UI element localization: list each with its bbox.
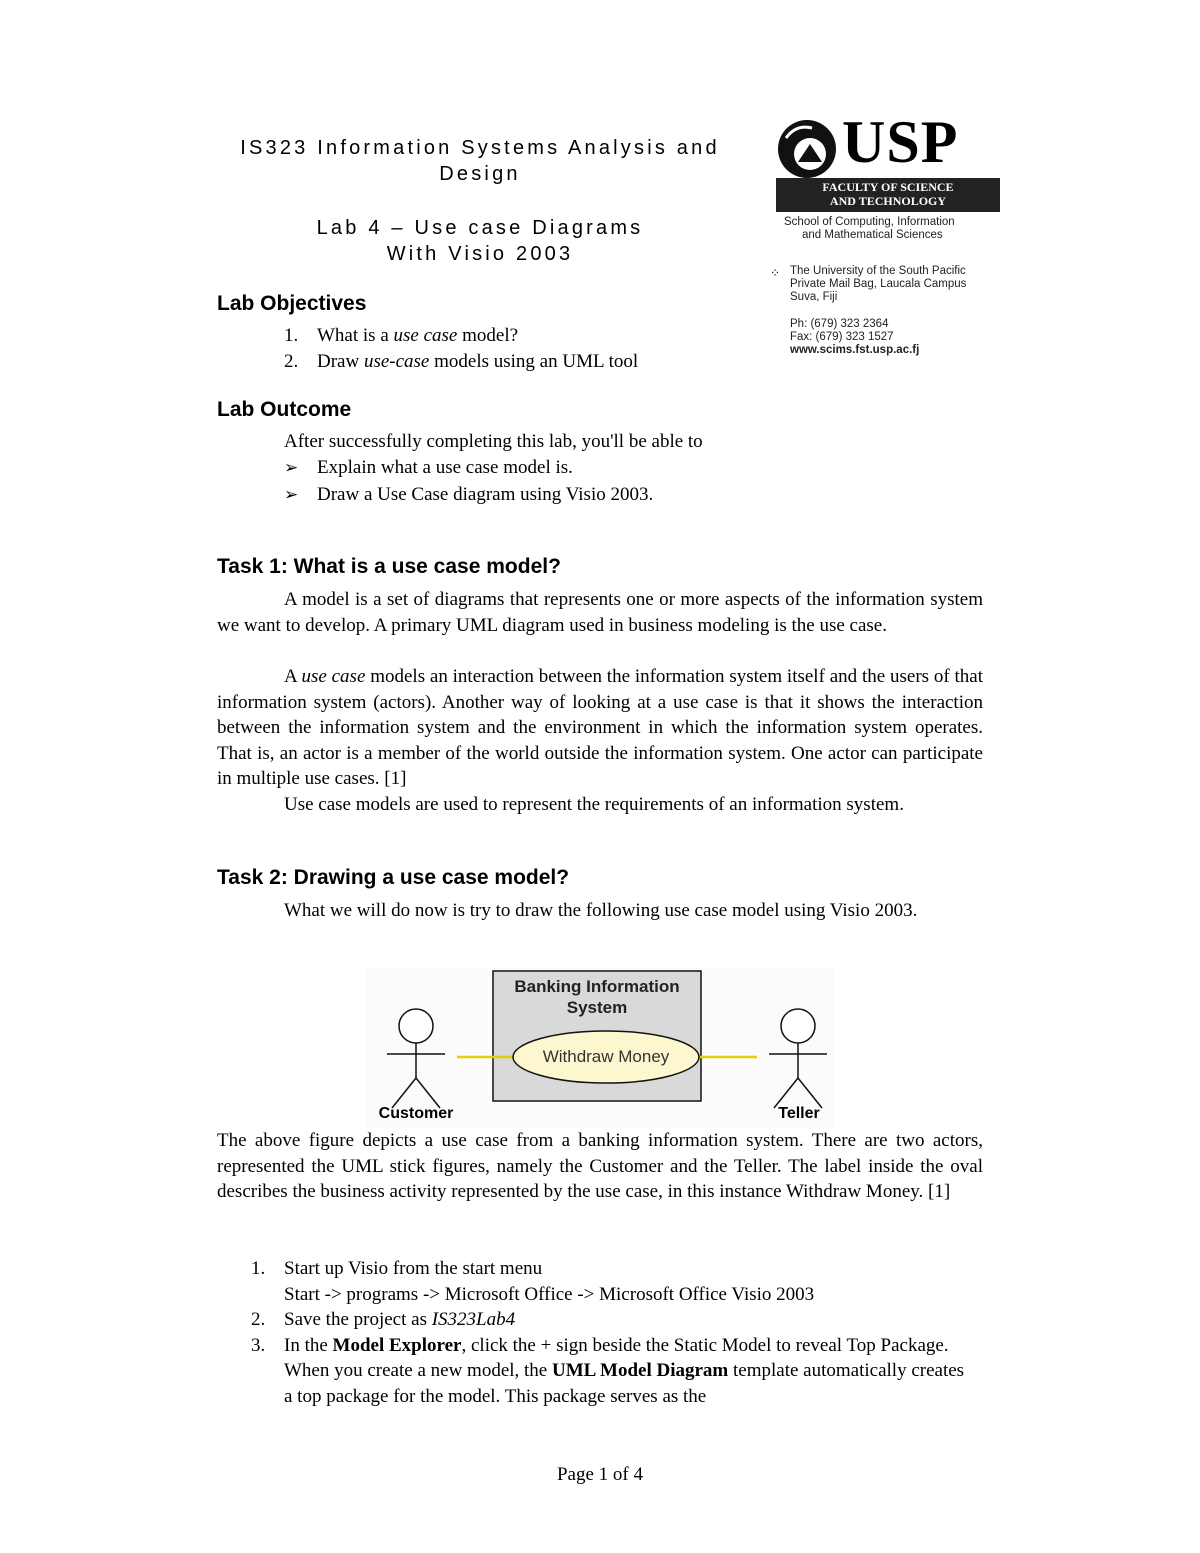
lab-title-line2: With Visio 2003	[386, 243, 574, 265]
bullet-dots-icon: ⁘	[770, 266, 781, 280]
task2-heading: Task 2: Drawing a use case model?	[217, 866, 570, 889]
arrow-bullet-icon: ➢	[284, 458, 299, 478]
faculty-line2: AND TECHNOLOGY	[829, 194, 947, 208]
objectives-heading: Lab Objectives	[217, 292, 367, 315]
task2-intro: What we will do now is try to draw the following use case model using Visio 2003.	[284, 900, 918, 921]
actor-customer-label: Customer	[378, 1105, 454, 1122]
usp-logo-block	[770, 109, 1015, 370]
list-item: 3. In the Model Explorer, click the + sign beside the Static Model to reveal Top Package. When you create a new model, the UML Model Diagram template automatically creates a top package for the model. This package serves as the	[251, 1334, 965, 1407]
university-address: The University of the South Pacific Private Mail Bag, Laucala Campus Suva, Fiji	[790, 265, 967, 303]
lab-title-line1: Lab 4 – Use case Diagrams	[316, 217, 644, 239]
contact-info: Ph: (679) 323 2364 Fax: (679) 323 1527 www.scims.fst.usp.ac.fj	[790, 318, 1010, 357]
page-number: Page 1 of 4	[556, 1464, 643, 1485]
website-link[interactable]: www.scims.fst.usp.ac.fj	[790, 344, 920, 356]
list-item: ➢ Explain what a use case model is.	[284, 455, 784, 482]
usp-wordmark: USP	[842, 109, 959, 175]
course-title-line1: IS323 Information Systems Analysis and	[240, 137, 720, 159]
course-title-line2: Design	[439, 163, 521, 185]
list-item: ➢ Draw a Use Case diagram using Visio 2003.	[284, 482, 784, 509]
task1-paragraph2: A use case models an interaction between the information system itself and the users of that information system (actors). Another way of looking at a use case is that it shows the interaction between the information system and the environment in which the information system operates. That is, an actor is a member of the world outside the information system. One actor can participate in multiple use cases. [1]	[217, 666, 983, 790]
arrow-bullet-icon: ➢	[284, 484, 299, 505]
outcome-heading: Lab Outcome	[217, 398, 352, 421]
usp-emblem-icon	[776, 118, 838, 180]
use-case-figure	[365, 968, 835, 1128]
list-item: 1. What is a use case model?	[284, 325, 519, 346]
steps-list	[217, 1256, 983, 1410]
faculty-line1: FACULTY OF SCIENCE	[822, 180, 954, 194]
system-label-line2: System	[566, 998, 628, 1017]
task1-heading: Task 1: What is a use case model?	[217, 555, 561, 578]
list-item: 1. Start up Visio from the start menu Start -> programs -> Microsoft Office -> Microsoft Office Visio 2003	[251, 1258, 815, 1305]
task1-paragraph3: Use case models are used to represent the requirements of an information system.	[284, 794, 904, 815]
school-name: School of Computing, Information and Mathematical Sciences	[784, 216, 955, 241]
figure-description: The above figure depicts a use case from a banking information system. There are two actors, represented the UML stick figures, namely the Customer and the Teller. The label inside the oval describes the business activity represented by the use case, in this instance Withdraw Money. [1]	[217, 1130, 983, 1203]
faculty-banner	[776, 178, 1000, 212]
list-item: 2. Save the project as IS323Lab4	[251, 1309, 516, 1331]
outcome-bullets	[284, 455, 784, 508]
list-item: 2. Draw use-case models using an UML tool	[284, 350, 639, 372]
system-label-line1: Banking Information	[514, 977, 680, 996]
outcome-intro: After successfully completing this lab, you'll be able to	[284, 431, 703, 452]
task1-paragraph1: A model is a set of diagrams that represents one or more aspects of the information system we want to develop. A primary UML diagram used in business modeling is the use case.	[217, 589, 983, 636]
use-case-label: Withdraw Money	[542, 1047, 670, 1066]
actor-teller-label: Teller	[778, 1105, 820, 1122]
objectives-list	[284, 323, 734, 374]
